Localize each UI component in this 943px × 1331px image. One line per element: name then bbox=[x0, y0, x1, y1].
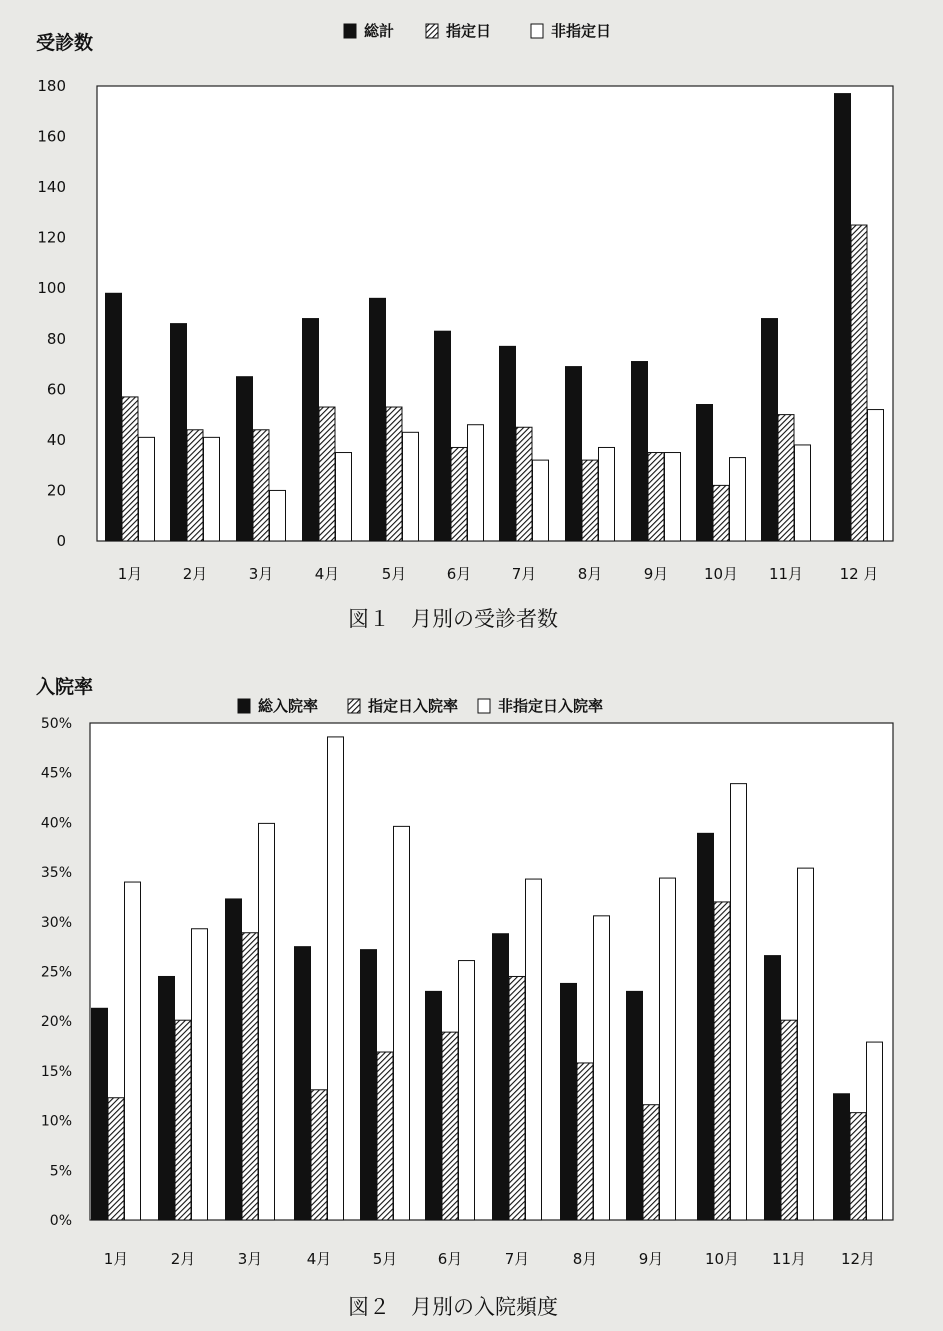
y-tick-label: 25% bbox=[40, 964, 72, 981]
x-tick-label: 9月 bbox=[638, 1250, 664, 1268]
x-tick-label: 10月 bbox=[703, 565, 739, 583]
x-tick-label: 12 月 bbox=[839, 565, 879, 583]
x-tick-label: 12月 bbox=[840, 1250, 876, 1268]
y-tick-label: 30% bbox=[40, 914, 72, 931]
y-tick-label: 20% bbox=[40, 1014, 72, 1031]
y-tick-label: 40 bbox=[46, 430, 66, 449]
bar-hatched bbox=[577, 1063, 593, 1220]
bar-open bbox=[526, 879, 542, 1220]
bar-open bbox=[468, 425, 484, 541]
chart-monthly-admission-rate bbox=[36, 675, 893, 1319]
bar-open bbox=[139, 437, 155, 541]
legend-label: 指定日入院率 bbox=[368, 697, 459, 715]
y-tick-label: 0% bbox=[49, 1213, 72, 1229]
bar-hatched bbox=[311, 1090, 327, 1220]
legend-label: 総入院率 bbox=[258, 697, 319, 715]
bar-solid bbox=[835, 94, 851, 541]
y-tick-label: 45% bbox=[40, 765, 72, 782]
bar-open bbox=[270, 490, 286, 541]
bar-open bbox=[403, 432, 419, 541]
y-axis-label: 入院率 bbox=[36, 676, 94, 698]
bar-solid bbox=[627, 991, 643, 1220]
bar-open bbox=[730, 458, 746, 541]
y-tick-label: 50% bbox=[40, 716, 72, 732]
bar-hatched bbox=[778, 415, 794, 541]
x-tick-label: 6月 bbox=[446, 565, 472, 583]
bar-open bbox=[204, 437, 220, 541]
bar-hatched bbox=[175, 1020, 191, 1220]
x-tick-label: 9月 bbox=[643, 565, 669, 583]
x-tick-label: 2月 bbox=[182, 565, 208, 583]
legend-swatch bbox=[426, 24, 438, 38]
legend-label: 非指定日入院率 bbox=[498, 697, 604, 715]
bar-solid bbox=[632, 362, 648, 541]
bar-open bbox=[599, 447, 615, 541]
bar-open bbox=[459, 961, 475, 1220]
bar-solid bbox=[765, 956, 781, 1220]
bar-hatched bbox=[850, 1113, 866, 1220]
bar-hatched bbox=[442, 1032, 458, 1220]
bar-solid bbox=[435, 331, 451, 541]
y-tick-label: 100 bbox=[37, 279, 66, 298]
bar-hatched bbox=[582, 460, 598, 541]
bar-open bbox=[867, 1042, 883, 1220]
bar-hatched bbox=[122, 397, 138, 541]
legend-swatch bbox=[348, 699, 360, 713]
legend-swatch bbox=[531, 24, 543, 38]
bar-solid bbox=[426, 991, 442, 1220]
bar-hatched bbox=[713, 485, 729, 541]
legend-swatch bbox=[344, 24, 356, 38]
x-tick-label: 5月 bbox=[381, 565, 407, 583]
x-tick-label: 8月 bbox=[577, 565, 603, 583]
bar-solid bbox=[500, 346, 516, 541]
bar-hatched bbox=[377, 1052, 393, 1220]
bar-open bbox=[665, 453, 681, 541]
bar-hatched bbox=[516, 427, 532, 541]
figure-caption: 図２ 月別の入院頻度 bbox=[348, 1295, 558, 1319]
y-tick-label: 40% bbox=[40, 815, 72, 832]
bar-open bbox=[660, 878, 676, 1220]
bar-open bbox=[731, 784, 747, 1220]
bar-solid bbox=[566, 367, 582, 541]
y-tick-label: 0 bbox=[56, 532, 66, 550]
bar-hatched bbox=[451, 447, 467, 541]
bar-open bbox=[125, 882, 141, 1220]
bar-open bbox=[533, 460, 549, 541]
bar-solid bbox=[92, 1008, 108, 1220]
bar-solid bbox=[361, 950, 377, 1220]
y-tick-label: 160 bbox=[37, 127, 66, 146]
bar-hatched bbox=[781, 1020, 797, 1220]
bar-solid bbox=[226, 899, 242, 1220]
bar-open bbox=[259, 823, 275, 1220]
chart-monthly-visits bbox=[36, 22, 893, 631]
bar-solid bbox=[237, 377, 253, 541]
bar-solid bbox=[370, 298, 386, 541]
x-tick-label: 4月 bbox=[314, 565, 340, 583]
legend-swatch bbox=[478, 699, 490, 713]
x-tick-label: 4月 bbox=[306, 1250, 332, 1268]
bar-solid bbox=[493, 934, 509, 1220]
y-tick-label: 20 bbox=[46, 481, 66, 500]
bar-hatched bbox=[386, 407, 402, 541]
x-tick-label: 3月 bbox=[237, 1250, 263, 1268]
y-tick-label: 180 bbox=[37, 77, 66, 95]
bar-open bbox=[594, 916, 610, 1220]
bar-hatched bbox=[648, 453, 664, 541]
bar-hatched bbox=[108, 1098, 124, 1220]
bar-solid bbox=[762, 319, 778, 541]
x-tick-label: 11月 bbox=[771, 1250, 807, 1268]
bar-solid bbox=[295, 947, 311, 1220]
bar-solid bbox=[303, 319, 319, 541]
x-tick-label: 7月 bbox=[511, 565, 537, 583]
x-tick-label: 10月 bbox=[704, 1250, 740, 1268]
x-tick-label: 1月 bbox=[117, 565, 143, 583]
y-tick-label: 120 bbox=[37, 228, 66, 247]
bar-open bbox=[192, 929, 208, 1220]
legend-label: 指定日 bbox=[446, 22, 492, 40]
bar-hatched bbox=[851, 225, 867, 541]
bar-open bbox=[795, 445, 811, 541]
figure-caption: 図１ 月別の受診者数 bbox=[348, 607, 558, 631]
y-axis-label: 受診数 bbox=[36, 32, 94, 54]
bar-hatched bbox=[643, 1105, 659, 1220]
bar-solid bbox=[106, 293, 122, 541]
x-tick-label: 2月 bbox=[170, 1250, 196, 1268]
y-tick-label: 35% bbox=[40, 865, 72, 882]
x-tick-label: 11月 bbox=[768, 565, 804, 583]
bar-open bbox=[336, 453, 352, 541]
y-tick-label: 80 bbox=[46, 329, 66, 348]
y-tick-label: 140 bbox=[37, 178, 66, 197]
bar-solid bbox=[159, 976, 175, 1220]
x-tick-label: 7月 bbox=[504, 1250, 530, 1268]
bar-open bbox=[798, 868, 814, 1220]
x-tick-label: 3月 bbox=[248, 565, 274, 583]
x-tick-label: 6月 bbox=[437, 1250, 463, 1268]
y-tick-label: 10% bbox=[40, 1113, 72, 1130]
bar-solid bbox=[698, 833, 714, 1220]
bar-hatched bbox=[242, 933, 258, 1220]
y-tick-label: 60 bbox=[46, 380, 66, 399]
y-tick-label: 15% bbox=[40, 1063, 72, 1080]
bar-hatched bbox=[714, 902, 730, 1220]
bar-open bbox=[394, 826, 410, 1220]
bar-hatched bbox=[509, 976, 525, 1220]
x-tick-label: 8月 bbox=[572, 1250, 598, 1268]
legend-label: 非指定日 bbox=[551, 22, 612, 40]
y-tick-label: 5% bbox=[49, 1163, 72, 1180]
bar-hatched bbox=[253, 430, 269, 541]
bar-hatched bbox=[187, 430, 203, 541]
bar-open bbox=[328, 737, 344, 1220]
legend-label: 総計 bbox=[364, 22, 395, 40]
bar-hatched bbox=[319, 407, 335, 541]
bar-open bbox=[868, 410, 884, 541]
bar-solid bbox=[561, 983, 577, 1220]
bar-solid bbox=[171, 324, 187, 541]
legend-swatch bbox=[238, 699, 250, 713]
bar-solid bbox=[697, 405, 713, 542]
x-tick-label: 1月 bbox=[103, 1250, 129, 1268]
bar-solid bbox=[834, 1094, 850, 1220]
x-tick-label: 5月 bbox=[372, 1250, 398, 1268]
